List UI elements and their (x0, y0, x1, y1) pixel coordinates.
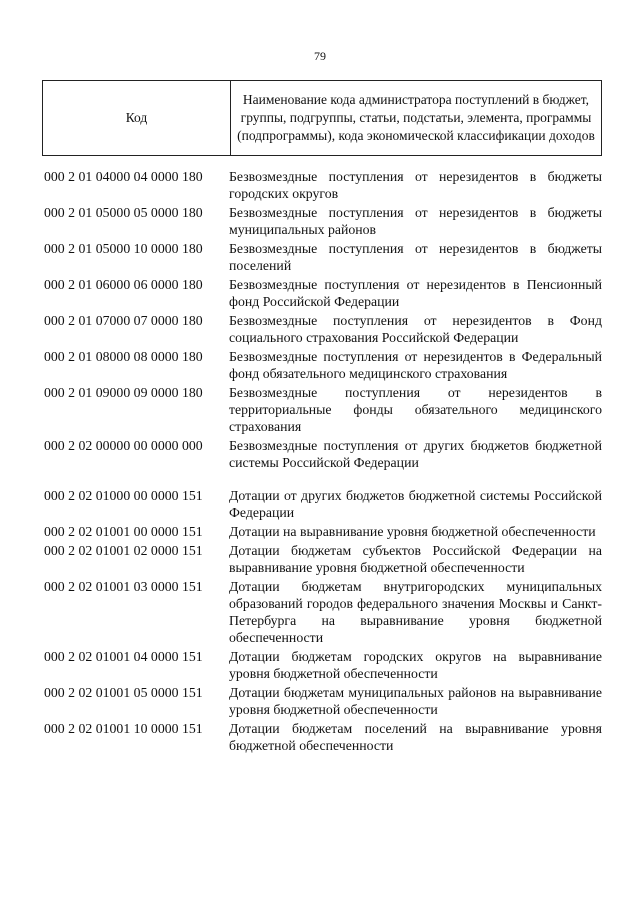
table-row (44, 312, 602, 346)
row-code: 000 2 01 07000 07 0000 180 (44, 313, 203, 328)
row-name: Безвозмездные поступления от нерезидентов в Пенсионный фонд Российской Федерации (229, 277, 602, 309)
row-code: 000 2 01 08000 08 0000 180 (44, 349, 203, 364)
row-code: 000 2 01 05000 10 0000 180 (44, 241, 203, 256)
table-row (44, 204, 602, 238)
page-number: 79 (314, 49, 326, 63)
row-code: 000 2 02 01001 00 0000 151 (44, 524, 203, 539)
row-name: Безвозмездные поступления от нерезидентов в территориальные фонды обязательного медицинского страхования (229, 385, 602, 434)
row-code: 000 2 02 01001 03 0000 151 (44, 579, 203, 594)
row-name: Безвозмездные поступления от других бюджетов бюджетной системы Российской Федерации (229, 438, 602, 470)
classification-rows (44, 168, 602, 756)
row-code: 000 2 01 06000 06 0000 180 (44, 277, 203, 292)
row-code: 000 2 02 01001 05 0000 151 (44, 685, 203, 700)
header-name-cell: Наименование кода администратора поступлений в бюджет, группы, подгруппы, статьи, подстатьи, элемента, программы (подпрограммы), кода экономической классификации доходов (231, 81, 602, 156)
table-row (44, 578, 602, 646)
row-name: Дотации бюджетам внутригородских муниципальных образований городов федерального значения Москвы и Санкт-Петербурга на выравнивание уровня бюджетной обеспеченности (229, 579, 602, 645)
row-name: Дотации бюджетам поселений на выравнивание уровня бюджетной обеспеченности (229, 721, 602, 753)
table-row (44, 384, 602, 435)
table-row (44, 523, 602, 540)
row-code: 000 2 02 00000 00 0000 000 (44, 438, 203, 453)
row-name: Дотации бюджетам субъектов Российской Федерации на выравнивание уровня бюджетной обеспеченности (229, 543, 602, 575)
row-name: Безвозмездные поступления от нерезидентов в бюджеты городских округов (229, 169, 602, 201)
row-name: Дотации на выравнивание уровня бюджетной обеспеченности (229, 524, 596, 539)
table-row (44, 487, 602, 521)
row-code: 000 2 01 04000 04 0000 180 (44, 169, 203, 184)
table-row (44, 276, 602, 310)
table-row (44, 542, 602, 576)
row-code: 000 2 01 05000 05 0000 180 (44, 205, 203, 220)
table-row (44, 437, 602, 471)
table-row (44, 684, 602, 718)
table-row (44, 240, 602, 274)
row-name: Безвозмездные поступления от нерезидентов в бюджеты поселений (229, 241, 602, 273)
header-code-cell: Код (43, 81, 231, 156)
row-name: Дотации бюджетам городских округов на выравнивание уровня бюджетной обеспеченности (229, 649, 602, 681)
row-code: 000 2 01 09000 09 0000 180 (44, 385, 203, 400)
row-name: Безвозмездные поступления от нерезидентов в Федеральный фонд обязательного медицинского страхования (229, 349, 602, 381)
row-name: Безвозмездные поступления от нерезидентов в бюджеты муниципальных районов (229, 205, 602, 237)
row-code: 000 2 02 01000 00 0000 151 (44, 488, 203, 503)
row-name: Дотации бюджетам муниципальных районов на выравнивание уровня бюджетной обеспеченности (229, 685, 602, 717)
table-header (42, 80, 602, 156)
table-row (44, 168, 602, 202)
row-name: Дотации от других бюджетов бюджетной системы Российской Федерации (229, 488, 602, 520)
row-code: 000 2 02 01001 10 0000 151 (44, 721, 203, 736)
row-code: 000 2 02 01001 02 0000 151 (44, 543, 203, 558)
row-name: Безвозмездные поступления от нерезидентов в Фонд социального страхования Российской Федерации (229, 313, 602, 345)
table-row (44, 648, 602, 682)
table-row (44, 720, 602, 754)
table-row (44, 348, 602, 382)
row-code: 000 2 02 01001 04 0000 151 (44, 649, 203, 664)
